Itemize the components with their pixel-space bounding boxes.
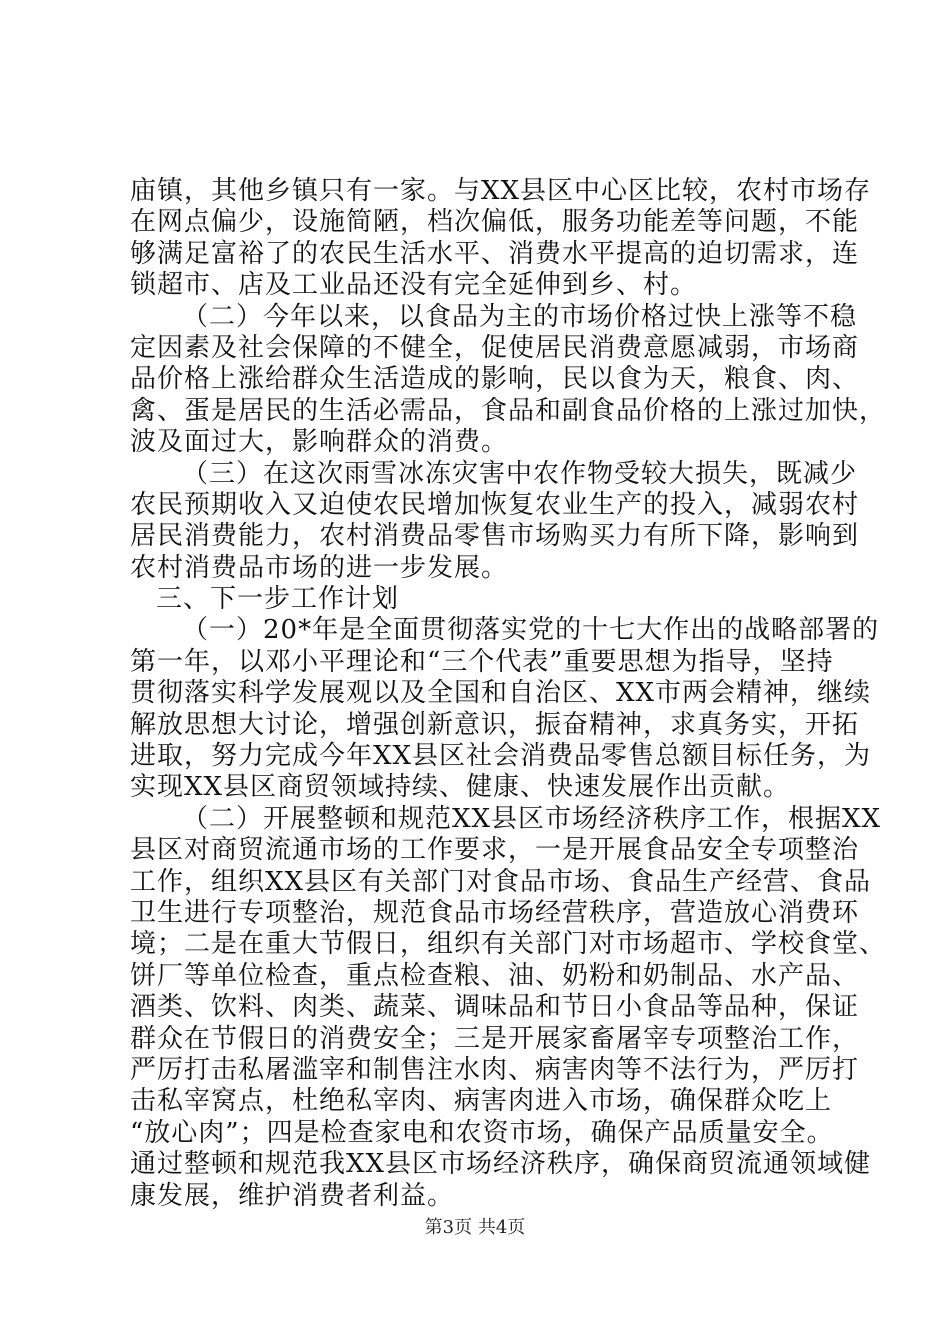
text-line: 通过整顿和规范我XX县区市场经济秩序，确保商贸流通领域健 xyxy=(130,1149,872,1180)
paragraph-start-line: （三）在这次雨雪冰冻灾害中农作物受较大损失，既减少 xyxy=(182,458,858,489)
text-line: 禽、蛋是居民的生活必需品，食品和副食品价格的上涨过加快， xyxy=(130,395,887,426)
text-line: 工作，组织XX县区有关部门对食品市场、食品生产经营、食品 xyxy=(130,866,872,897)
text-line: 康发展，维护消费者利益。 xyxy=(130,1180,455,1211)
page-number-footer: 第3页 共4页 xyxy=(424,1217,526,1238)
text-line: 庙镇，其他乡镇只有一家。与XX县区中心区比较，农村市场存 xyxy=(130,176,872,206)
text-line: 定因素及社会保障的不健全，促使居民消费意愿减弱，市场商 xyxy=(130,332,860,363)
text-line: 酒类、饮料、肉类、蔬菜、调味品和节日小食品等品种，保证 xyxy=(130,992,860,1023)
text-line: 实现XX县区商贸领域持续、健康、快速发展作出贡献。 xyxy=(130,772,791,803)
text-line: 击私宰窝点，杜绝私宰肉、病害肉进入市场，确保群众吃上 xyxy=(130,1086,833,1117)
text-line: 居民消费能力，农村消费品零售市场购买力有所下降，影响到 xyxy=(130,521,860,552)
text-line: 饼厂等单位检查，重点检查粮、油、奶粉和奶制品、水产品、 xyxy=(130,960,860,991)
text-line: 农民预期收入又迫使农民增加恢复农业生产的投入，减弱农村 xyxy=(130,489,860,520)
text-line: 境；二是在重大节假日，组织有关部门对市场超市、学校食堂、 xyxy=(130,929,887,960)
text-line: 卫生进行专项整治，规范食品市场经营秩序，营造放心消费环 xyxy=(130,897,860,928)
text-line: 第一年，以邓小平理论和“三个代表”重要思想为指导，坚持 xyxy=(130,646,834,677)
text-line: 品价格上涨给群众生活造成的影响，民以食为天，粮食、肉、 xyxy=(130,364,860,395)
text-line: 进取，努力完成今年XX县区社会消费品零售总额目标任务，为 xyxy=(130,741,872,772)
text-line: 农村消费品市场的进一步发展。 xyxy=(130,552,509,583)
text-line: 严厉打击私屠滥宰和制售注水肉、病害肉等不法行为，严厉打 xyxy=(130,1054,860,1085)
text-line: 够满足富裕了的农民生活水平、消费水平提高的迫切需求，连 xyxy=(130,238,860,269)
text-line: 在网点偏少，设施简陋，档次偏低，服务功能差等问题，不能 xyxy=(130,207,860,238)
text-line: 波及面过大，影响群众的消费。 xyxy=(130,427,509,458)
text-line: 县区对商贸流通市场的工作要求，一是开展食品安全专项整治 xyxy=(130,835,860,866)
text-line: 群众在节假日的消费安全；三是开展家畜屠宰专项整治工作， xyxy=(130,1023,860,1054)
paragraph-start-line: （一）20*年是全面贯彻落实党的十七大作出的战略部署的 xyxy=(182,615,880,646)
paragraph-start-line: （二）今年以来，以食品为主的市场价格过快上涨等不稳 xyxy=(182,301,858,332)
text-line: 贯彻落实科学发展观以及全国和自治区、XX市两会精神，继续 xyxy=(130,678,872,709)
section-heading: 三、下一步工作计划 xyxy=(156,584,400,615)
text-line: 锁超市、店及工业品还没有完全延伸到乡、村。 xyxy=(130,270,698,301)
paragraph-start-line: （二）开展整顿和规范XX县区市场经济秩序工作，根据XX xyxy=(182,803,882,834)
text-line: “放心肉”；四是检查家电和农资市场，确保产品质量安全。 xyxy=(130,1117,834,1148)
text-line: 解放思想大讨论，增强创新意识，振奋精神，求真务实，开拓 xyxy=(130,709,860,740)
document-body xyxy=(130,176,887,1212)
